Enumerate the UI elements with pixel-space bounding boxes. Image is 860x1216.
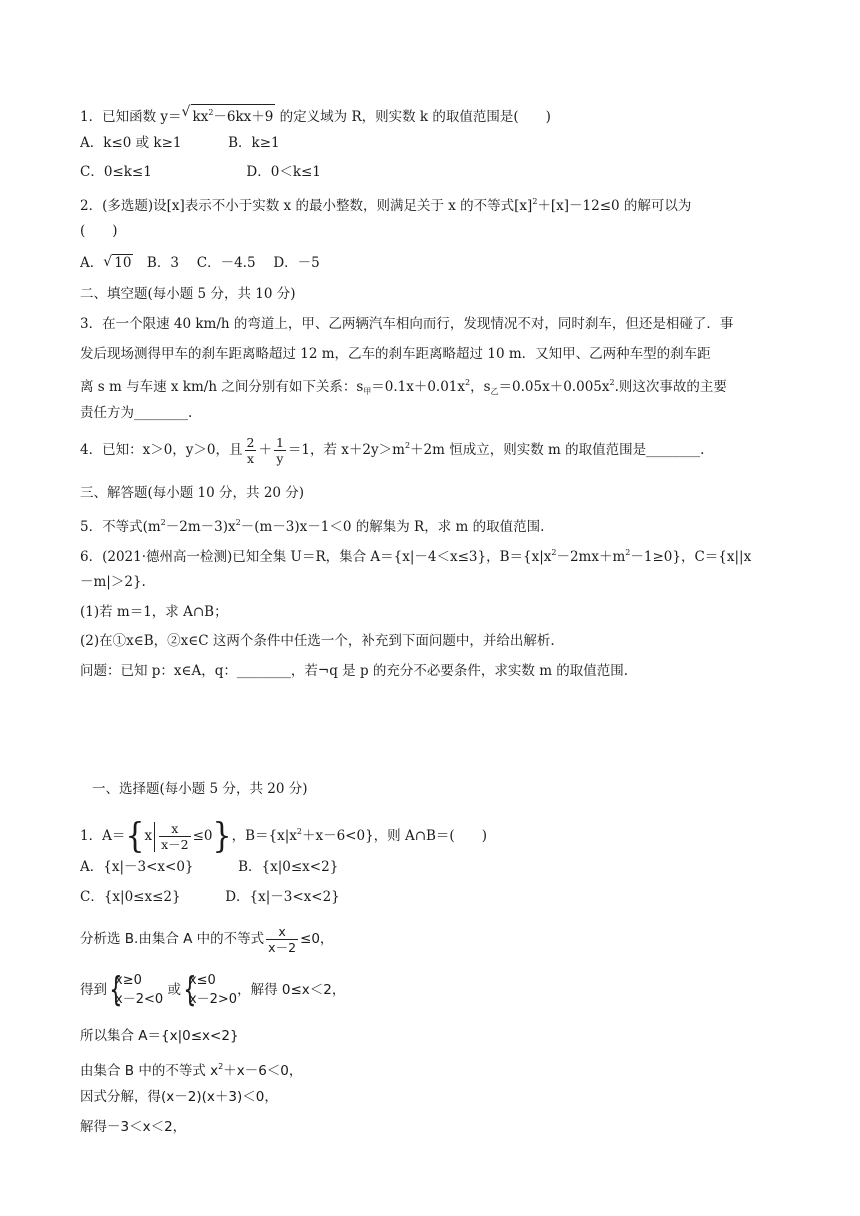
q4-prefix: 4．已知：x＞0，y＞0，且 <box>80 442 243 458</box>
q2-paren: ( ) <box>80 223 118 239</box>
s1-options-row-1 <box>80 858 338 876</box>
q2-option-a-label: A． <box>80 255 104 271</box>
s1-option-d: D．{x|－3<x<2} <box>225 889 340 905</box>
q4-text-a: ＝1，若 x＋2y＞m <box>287 442 405 458</box>
right-brace-icon: } <box>212 815 232 857</box>
q6-text-c: －1≥0}，C＝{x||x <box>630 549 752 565</box>
q2-options-rest: B．3 C．－4.5 D．－5 <box>133 255 320 271</box>
system-brace-icon: { <box>109 970 123 1010</box>
analysis-or: 或 <box>167 982 181 998</box>
inequality-system-2 <box>181 971 237 1009</box>
fraction-numerator: x <box>266 924 298 940</box>
q3-line-3 <box>80 374 727 401</box>
q1-options-row-1 <box>80 134 280 152</box>
fraction-numerator: x <box>159 821 191 837</box>
q5-text-a: 5．不等式(m <box>80 519 161 535</box>
q6-exponent-1: 2 <box>551 548 557 557</box>
q1-prefix: 1．已知函数 y＝ <box>80 109 182 125</box>
q3-exponent-1: 2 <box>465 378 471 387</box>
q1-radicand-exponent: 2 <box>208 108 214 117</box>
q6-question: 问题：已知 p：x∈A，q：________，若¬q 是 p 的充分不必要条件，求实数 m 的取值范围. <box>80 663 629 679</box>
s1-option-c: C．{x|0≤x≤2} <box>80 889 181 905</box>
q2-text-a: 2．(多选题)设[x]表示不小于实数 x 的最小整数，则满足关于 x 的不等式[x] <box>80 198 533 214</box>
q3-text-a: 离 s m 与车速 x km/h 之间分别有如下关系：s <box>80 379 364 395</box>
fraction-denominator: x－2 <box>268 939 297 955</box>
q3-text-c: ，s <box>470 379 491 395</box>
radical-sign-icon: √ <box>103 254 113 270</box>
question-1 <box>80 104 551 126</box>
analysis-text-f: ＋x－6＜0， <box>223 1063 303 1079</box>
s1-text-b: ＋x－6<0}，则 A∩B＝( ) <box>301 828 487 844</box>
fraction-denominator: x－2 <box>161 837 189 852</box>
analysis-exponent: 2 <box>218 1062 224 1071</box>
q6-part-2: (2)在①x∈B，②x∈C 这两个条件中任选一个，补充到下面问题中，并给出解析. <box>80 633 555 649</box>
q1-radicand-a: kx <box>192 109 209 125</box>
analysis-text-e: 由集合 B 中的不等式 x <box>80 1063 219 1079</box>
analysis-line-5: 因式分解，得(x－2)(x＋3)＜0， <box>80 1089 278 1105</box>
fraction-denominator: x <box>246 451 255 466</box>
q6-text-b: －2mx＋m <box>556 549 626 565</box>
s1-options-row-2 <box>80 888 340 906</box>
q3-line-4: 责任方为________. <box>80 405 193 421</box>
q4-plus: ＋ <box>258 442 272 458</box>
analysis-line-6: 解得－3＜x＜2， <box>80 1119 187 1135</box>
q6-line-1 <box>80 544 751 566</box>
fraction-numerator: 2 <box>246 435 255 450</box>
q3-subscript-1: 甲 <box>363 387 372 396</box>
analysis-text-d: ，解得 0≤x＜2， <box>237 982 346 998</box>
q2-exponent: 2 <box>532 197 538 206</box>
q3-text-e: .则这次事故的主要 <box>614 379 727 395</box>
s1-prefix: 1．A＝ <box>80 828 126 844</box>
q3-exponent-2: 2 <box>609 378 615 387</box>
analysis-line-4 <box>80 1058 302 1080</box>
fraction-denominator: y <box>276 451 284 466</box>
s1-relation: ≤0 <box>192 828 213 844</box>
fraction <box>245 435 257 466</box>
left-brace-icon: { <box>125 815 145 857</box>
q4-exponent: 2 <box>404 441 411 450</box>
system-row: x－2>0 <box>188 992 238 1007</box>
q2-options <box>80 254 320 272</box>
s1-exponent: 2 <box>296 827 302 836</box>
q5-text-b: －2m－3)x <box>165 519 236 535</box>
q3-text-d: ＝0.05x＋0.005x <box>498 379 610 395</box>
radical-sign-icon: √ <box>181 104 191 120</box>
section-1-heading: 一、选择题(每小题 5 分，共 20 分) <box>92 781 308 797</box>
inequality-system-1 <box>107 971 163 1009</box>
fraction <box>159 821 191 852</box>
system-row: x≥0 <box>115 973 142 988</box>
q4-text-b: ＋2m 恒成立，则实数 m 的取值范围是________. <box>410 442 705 458</box>
system-brace-icon: { <box>183 970 197 1010</box>
q6-part-1: (1)若 m＝1，求 A∩B； <box>80 604 228 620</box>
s1-set-variable: x <box>144 828 153 844</box>
analysis-line-2 <box>80 970 345 1010</box>
fraction-numerator: 1 <box>275 435 284 450</box>
question-4 <box>80 435 704 466</box>
q1-radicand-b: －6kx＋9 <box>213 109 274 125</box>
q3-text-b: ＝0.1x＋0.01x <box>371 379 466 395</box>
q3-line-1: 3．在一个限速 40 km/h 的弯道上，甲、乙两辆汽车相向而行，发现情况不对，同时刹车，但还是相碰了．事 <box>80 316 734 332</box>
fraction <box>274 435 286 466</box>
q1-option-b: B．k≥1 <box>228 135 280 151</box>
section-3-heading: 三、解答题(每小题 10 分，共 20 分) <box>80 485 305 501</box>
section-2-heading: 二、填空题(每小题 5 分，共 10 分) <box>80 286 296 302</box>
q2-option-a-radicand: 10 <box>114 255 132 271</box>
q5-exponent-1: 2 <box>160 518 166 527</box>
fraction <box>266 924 298 955</box>
s1-question-1 <box>80 814 487 857</box>
q1-option-d: D．0＜k≤1 <box>246 164 321 180</box>
system-row: x≤0 <box>188 973 216 988</box>
q6-text-a: 6．(2021·德州高一检测)已知全集 U＝R，集合 A＝{x|－4＜x≤3}，B＝{x|x <box>80 549 552 565</box>
q6-exponent-2: 2 <box>625 548 631 557</box>
q2-text-b: ＋[x]－12≤0 的解可以为 <box>537 198 692 214</box>
q5-text-c: －(m－3)x－1＜0 的解集为 R，求 m 的取值范围. <box>240 519 545 535</box>
s1-option-a: A．{x|－3<x<0} <box>80 859 194 875</box>
q3-line-2: 发后现场测得甲车的刹车距离略超过 12 m，乙车的刹车距离略超过 10 m．又知甲、乙两种车型的刹车距 <box>80 346 711 362</box>
sqrt-expression <box>182 104 276 126</box>
analysis-line-3: 所以集合 A＝{x|0≤x<2} <box>80 1028 239 1044</box>
s1-text-a: ，B＝{x|x <box>231 828 297 844</box>
s1-option-b: B．{x|0≤x<2} <box>238 859 339 875</box>
analysis-text-b: ≤0， <box>300 931 334 947</box>
q1-suffix: 的定义域为 R，则实数 k 的取值范围是( ) <box>275 109 551 125</box>
q1-option-c: C．0≤k≤1 <box>80 164 152 180</box>
system-row: x－2<0 <box>115 992 164 1007</box>
q5-exponent-2: 2 <box>235 518 241 527</box>
analysis-line-1 <box>80 920 333 958</box>
analysis-text-c: 得到 <box>80 982 107 998</box>
q1-options-row-2 <box>80 163 321 181</box>
q1-option-a: A．k≤0 或 k≥1 <box>80 135 182 151</box>
question-5 <box>80 514 544 536</box>
set-divider <box>154 822 155 852</box>
question-2 <box>80 193 691 215</box>
analysis-text-a: 分析选 B.由集合 A 中的不等式 <box>80 931 265 947</box>
sqrt-expression <box>103 254 133 272</box>
q3-subscript-2: 乙 <box>490 387 499 396</box>
q6-line-2: －m|＞2}. <box>80 574 146 590</box>
